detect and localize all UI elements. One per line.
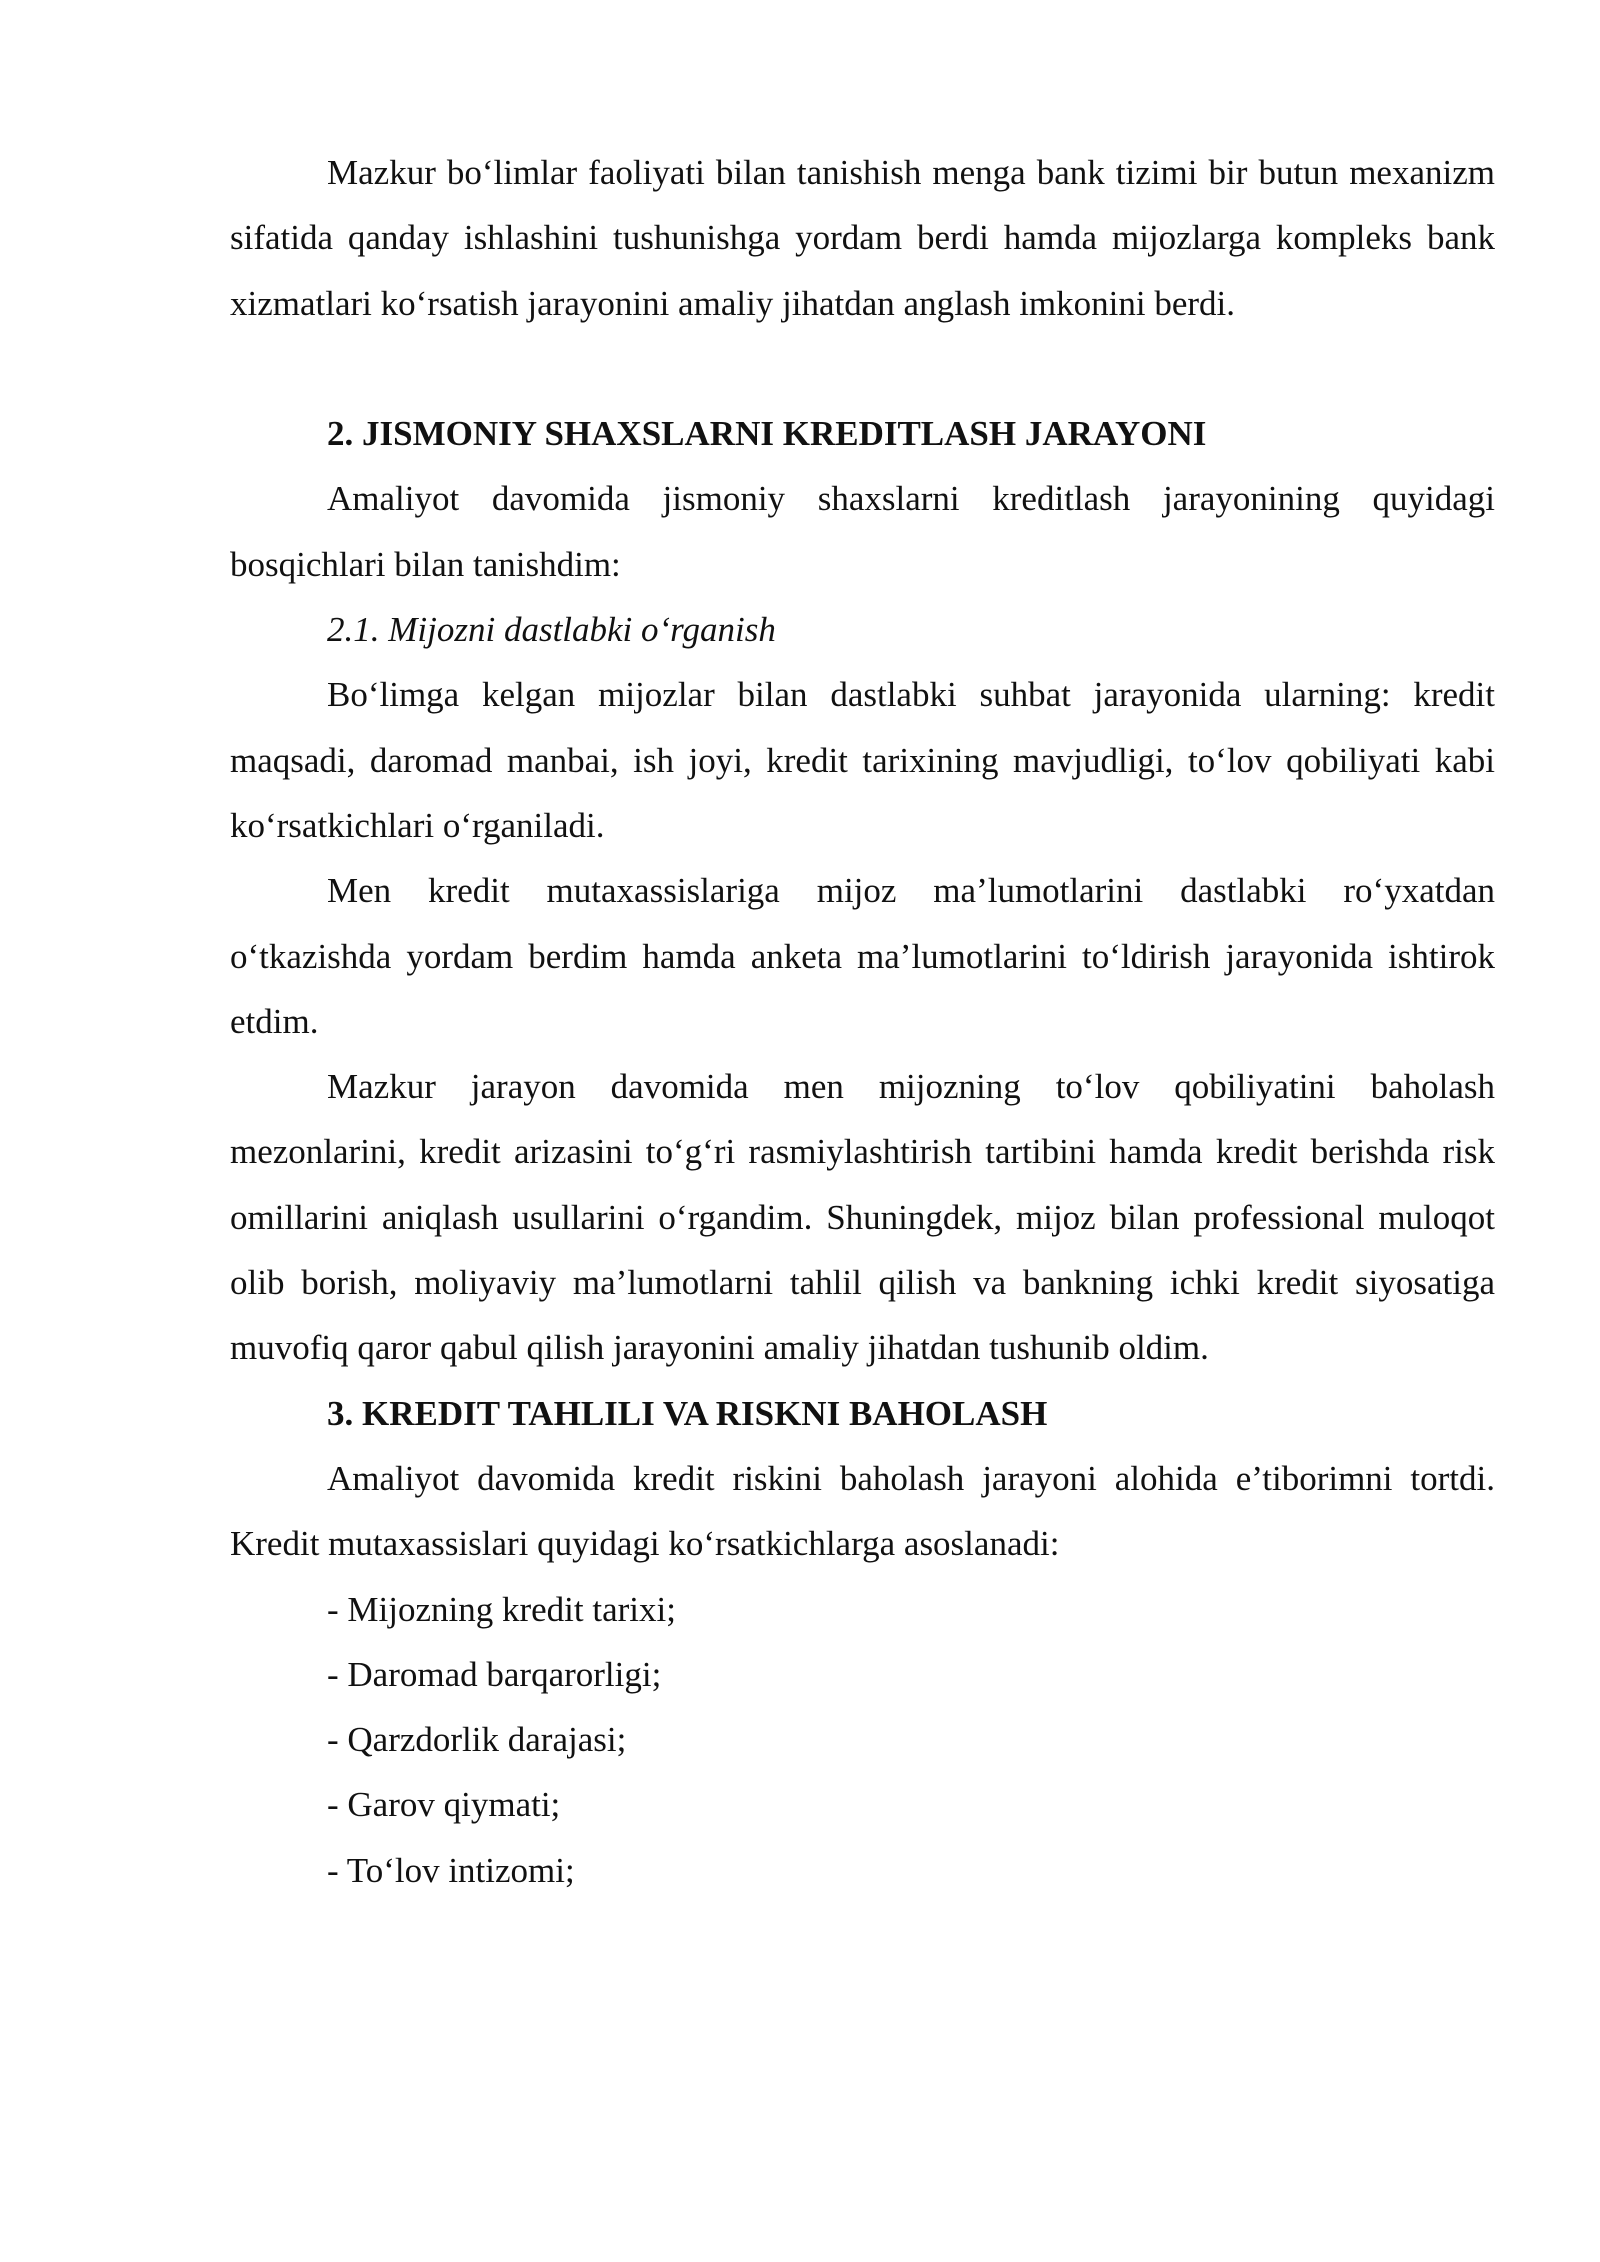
- list-item: - Qarzdorlik darajasi;: [327, 1720, 627, 1760]
- section-3-heading: 3. KREDIT TAHLILI VA RISKNI BAHOLASH: [327, 1393, 1048, 1433]
- paragraph-intro-end: Mazkur bo‘limlar faoliyati bilan tanishish menga bank tizimi bir butun mexanizm sifatida qanday ishlashini tushunishga yordam berdi hamda mijozlarga kompleks bank xizmatlari ko‘rsatish jarayonini amaliy jihatdan anglash imkonini berdi.: [230, 153, 1495, 323]
- paragraph-2-1-a: Bo‘limga kelgan mijozlar bilan dastlabki suhbat jarayonida ularning: kredit maqsadi, daromad manbai, ish joyi, kredit tarixining mavjudligi, to‘lov qobiliyati kabi ko‘rsatkichlari o‘rganiladi.: [230, 675, 1495, 845]
- document-page: [230, 140, 1495, 1903]
- list-item: - Mijozning kredit tarixi;: [327, 1589, 676, 1629]
- paragraph-2-1-c: Mazkur jarayon davomida men mijozning to‘lov qobiliyatini baholash mezonlarini, kredit arizasini to‘g‘ri rasmiylashtirish tartibini hamda kredit berishda risk omillarini aniqlash usullarini o‘rgandim. Shuningdek, mijoz bilan professional muloqot olib borish, moliyaviy ma’lumotlarni tahlil qilish va bankning ichki kredit siyosatiga muvofiq qaror qabul qilish jarayonini amaliy jihatdan tushunib oldim.: [230, 1067, 1495, 1368]
- section-3-intro: Amaliyot davomida kredit riskini baholash jarayoni alohida e’tiborimni tortdi. Kredit mutaxassislari quyidagi ko‘rsatkichlarga asoslanadi:: [230, 1458, 1495, 1564]
- list-item: - Garov qiymati;: [327, 1785, 561, 1825]
- paragraph-2-1-b: Men kredit mutaxassislariga mijoz ma’lumotlarini dastlabki ro‘yxatdan o‘tkazishda yordam berdim hamda anketa ma’lumotlarini to‘ldirish jarayonida ishtirok etdim.: [230, 871, 1495, 1041]
- list-item: - Daromad barqarorligi;: [327, 1654, 662, 1694]
- subsection-2-1-heading: 2.1. Mijozni dastlabki o‘rganish: [327, 610, 776, 650]
- list-item: - To‘lov intizomi;: [327, 1850, 575, 1890]
- section-2-intro: Amaliyot davomida jismoniy shaxslarni kreditlash jarayonining quyidagi bosqichlari bilan tanishdim:: [230, 479, 1495, 584]
- section-2-heading: 2. JISMONIY SHAXSLARNI KREDITLASH JARAYONI: [327, 414, 1207, 454]
- spacer: [230, 336, 1495, 401]
